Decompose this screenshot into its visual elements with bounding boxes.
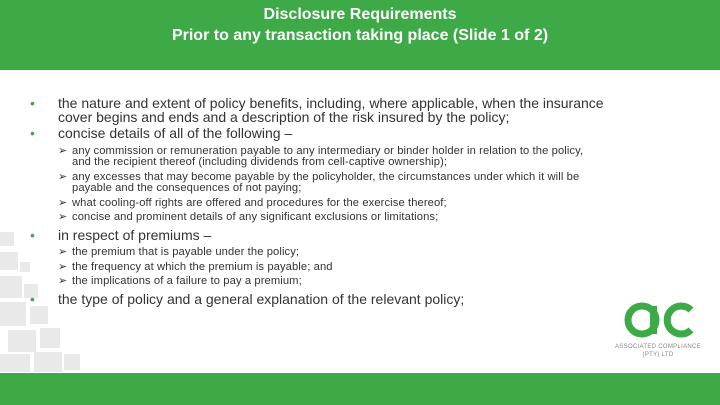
bullet-icon: •	[30, 95, 35, 111]
sub-list-item	[30, 172, 670, 195]
list-item-text: the nature and extent of policy benefits, including, where applicable, when the insurance	[58, 95, 604, 111]
bullet-icon: •	[30, 226, 35, 243]
arrow-bullet-icon: ➢	[58, 196, 68, 209]
list-item-text: the type of policy and a general explanation of the relevant policy;	[58, 290, 465, 307]
logo-caption	[608, 343, 708, 359]
logo-caption-line1: ASSOCIATED COMPLIANCE	[615, 344, 701, 350]
arrow-bullet-icon: ➢	[58, 275, 68, 287]
sub-list-item	[30, 247, 670, 259]
arrow-bullet-icon: ➢	[58, 246, 68, 258]
sub-list-item	[30, 262, 670, 274]
sub-list-item-text: the premium that is payable under the policy;	[72, 246, 300, 258]
list-item	[30, 226, 670, 243]
arrow-bullet-icon: ➢	[58, 170, 68, 183]
sub-list-item-text: the implications of a failure to pay a premium;	[72, 275, 302, 287]
list-item	[30, 290, 670, 307]
list-item-text-cont: cover begins and ends and a description of the risk insured by the policy;	[58, 108, 510, 125]
list-item	[30, 97, 670, 124]
sub-list-item	[30, 276, 670, 288]
slide-title: Disclosure Requirements	[263, 6, 457, 23]
sub-list-item	[30, 146, 670, 169]
slide-footer-bar	[0, 373, 720, 405]
slide-content	[30, 97, 670, 306]
sub-list-item-text-cont: payable and the consequences of not paying;	[72, 182, 302, 194]
arrow-bullet-icon: ➢	[58, 260, 68, 273]
sub-list-item	[30, 198, 670, 210]
sub-list-item-text: any commission or remuneration payable to any intermediary or binder holder in relation to the policy,	[72, 144, 584, 157]
sub-list-item-text: what cooling-off rights are offered and procedures for the exercise thereof;	[72, 196, 447, 209]
slide-subtitle: Prior to any transaction taking place (Slide 1 of 2)	[171, 27, 549, 44]
bullet-icon: •	[30, 125, 35, 141]
sub-list-item-text: any excesses that may become payable by the policyholder, the circumstances under which it will be	[72, 170, 580, 183]
list-item	[30, 127, 670, 141]
bullet-icon: •	[30, 290, 35, 307]
logo-caption-line2: (PTY) LTD	[642, 352, 674, 358]
list-item-text: in respect of premiums –	[58, 226, 212, 243]
arrow-bullet-icon: ➢	[58, 144, 68, 157]
sub-list-item-text: concise and prominent details of any significant exclusions or limitations;	[72, 211, 439, 223]
slide-header	[0, 0, 720, 70]
sub-list-item-text-cont: and the recipient thereof (including dividends from cell-captive ownership);	[72, 156, 448, 168]
arrow-bullet-icon: ➢	[58, 211, 68, 223]
list-item-text: concise details of all of the following –	[58, 125, 293, 141]
sub-list-item-text: the frequency at which the premium is payable; and	[72, 260, 333, 273]
sub-list-item	[30, 212, 670, 224]
